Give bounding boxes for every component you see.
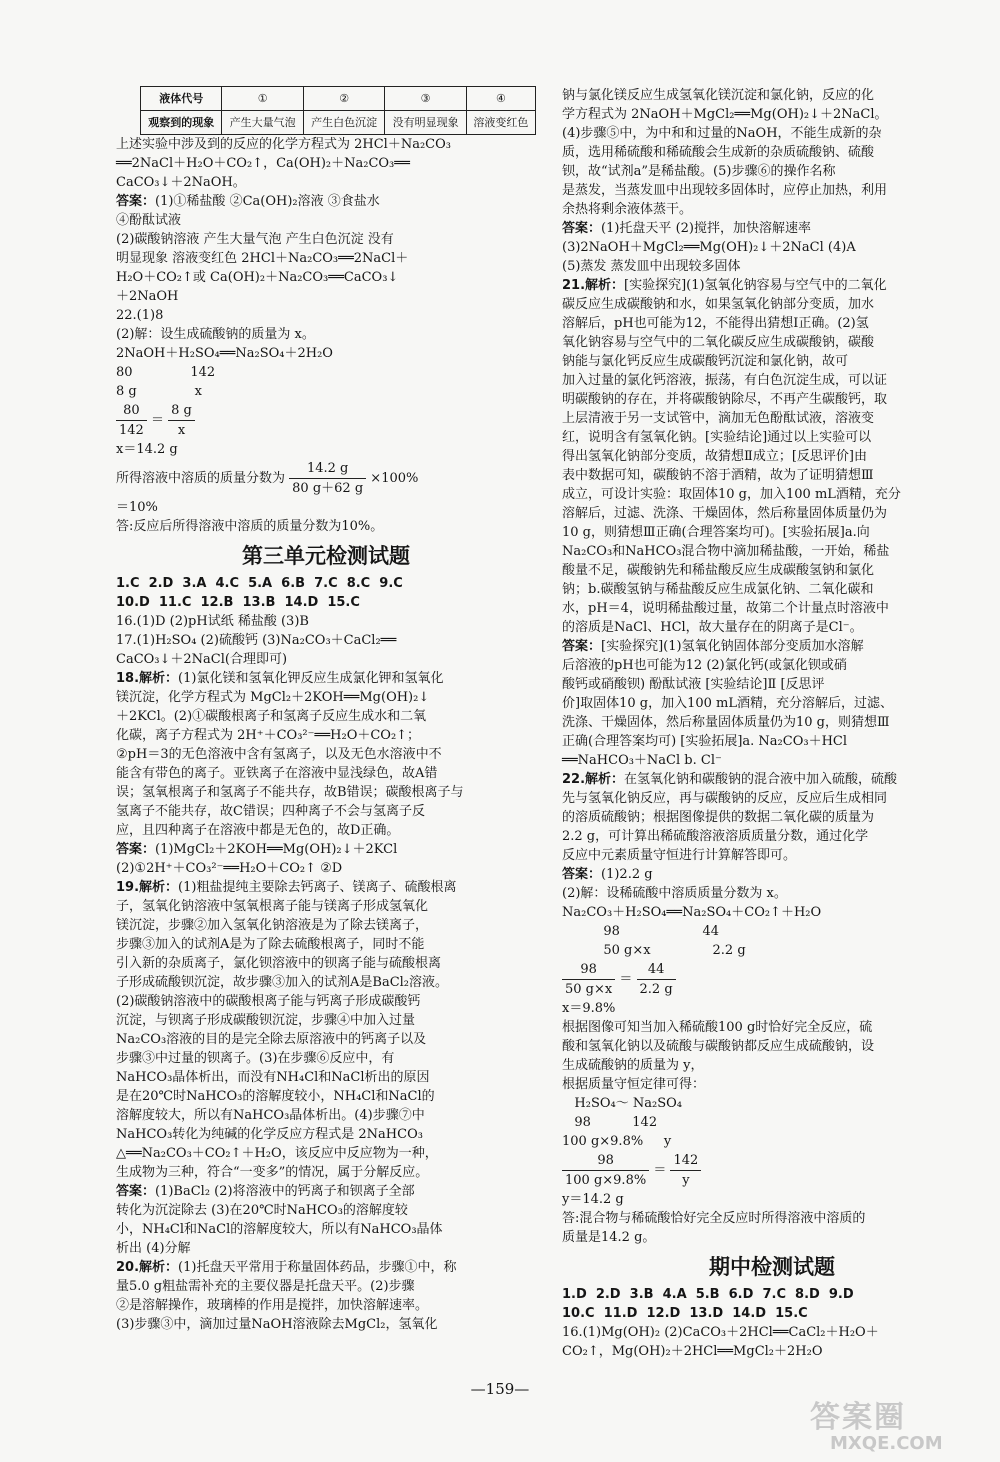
- analysis-label: 19.解析：: [116, 880, 179, 895]
- observation-table: [140, 86, 536, 135]
- mc-answers: 1.D 2.D 3.B 4.A 5.B 6.D 7.C 8.D 9.D: [562, 1287, 854, 1302]
- answer-text: (1)①稀盐酸 ②Ca(OH)₂溶液 ③食盐水 ④酚酞试液 (2)碳酸钠溶液 产生大量气泡 产生白色沉淀 没有 明显现象 溶液变红色 2HCl＋Na₂CO₃══2NaCl＋ H₂O＋CO₂↑或 Ca(OH)₂＋Na₂CO₃══CaCO₃↓ ＋2NaOH: [116, 194, 409, 304]
- fraction-equation: [116, 401, 536, 440]
- analysis-text: 在氢氧化钠和碳酸钠的混合液中加入硫酸，硫酸 先与氢氧化钠反应，再与碳酸钠的反应，反应后生成相同 的溶质硫酸钠；根据图像提供的数据二氧化碳的质量为 2.2 g，可计算出稀硫酸溶液溶质质量分数，通过化学 反应中元素质量守恒进行计算解答即可。: [562, 772, 898, 863]
- table-header-cell: ③: [385, 87, 466, 111]
- question-16: 16.(1)Mg(OH)₂ (2)CaCO₃＋2HCl══CaCl₂＋H₂O＋ CO₂↑，Mg(OH)₂＋2HCl══MgCl₂＋2H₂O: [562, 1325, 879, 1359]
- answer-label: 答案：: [116, 194, 156, 209]
- answer-text: (1)MgCl₂＋2KOH══Mg(OH)₂↓＋2KCl (2)①2H⁺＋CO₃²⁻══H₂O＋CO₂↑ ②D: [116, 842, 398, 876]
- answer-label: 答案：: [116, 842, 156, 857]
- mc-answers: 1.C 2.D 3.A 4.C 5.A 6.B 7.C 8.C 9.C: [116, 576, 403, 591]
- table-header-cell: 液体代号: [141, 87, 222, 111]
- answer-label: 答案：: [562, 639, 602, 654]
- answer-statement: 答:混合物与稀硫酸恰好完全反应时所得溶液中溶质的 质量是14.2 g。: [562, 1211, 866, 1245]
- answer-statement: 答:反应后所得溶液中溶质的质量分数为10%。: [116, 519, 384, 534]
- answer-text: (1)2.2 g (2)解：设稀硫酸中溶质质量分数为 x。 Na₂CO₃＋H₂SO₄══Na₂SO₄＋CO₂↑＋H₂O 98 44 50 g×x 2.2 g: [562, 867, 822, 958]
- numerator: 8 g: [168, 401, 195, 421]
- mass-result: ＝10%: [116, 500, 158, 515]
- table-cell: 产生白色沉淀: [303, 111, 384, 135]
- table-row-label: 观察到的现象: [141, 111, 222, 135]
- numerator: 14.2 g: [289, 459, 366, 479]
- x-value: x＝9.8%: [562, 1001, 616, 1016]
- analysis-continued: 钠与氯化镁反应生成氢氧化镁沉淀和氯化钠，反应的化 学方程式为 2NaOH＋MgCl₂══Mg(OH)₂↓＋2NaCl。 (4)步骤⑤中，为中和和过量的NaOH，不能生成新的杂 质，选用稀硫酸和稀硫酸会生成新的杂质硫酸钠、硫酸 钡，故“试剂a”是稀盐酸。(5)步骤⑥的操作名称 是蒸发，当蒸发皿中出现较多固体时，应停止加热，利用 余热将剩余液体蒸干。: [562, 88, 888, 217]
- calculation-text: 根据图像可知当加入稀硫酸100 g时恰好完全反应，硫 酸和氢氧化钠以及硫酸与碳酸钠都反应生成硫酸钠，设 生成硫酸钠的质量为 y， 根据质量守恒定律可得： H₂SO₄～ Na₂SO₄ 98 142 100 g×9.8% y: [562, 1020, 875, 1149]
- x-value: x＝14.2 g: [116, 442, 178, 457]
- question-16: 16.(1)D (2)pH试纸 稀盐酸 (3)B: [116, 614, 309, 629]
- analysis-label: 22.解析：: [562, 772, 625, 787]
- section-title: 期中检测试题: [709, 1255, 835, 1279]
- fraction-equation: [562, 1151, 982, 1190]
- page-number: —159—: [470, 1380, 530, 1398]
- analysis-text: (1)氯化镁和氢氧化钾反应生成氯化钾和氢氧化 镁沉淀，化学方程式为 MgCl₂＋2KOH══Mg(OH)₂↓ ＋2KCl。(2)①碳酸根离子和氢离子反应生成水和二氧 化碳，离子方程式为 2H⁺＋CO₃²⁻══H₂O＋CO₂↑； ②pH＝3的无色溶液中含有氢离子，以及无色水溶液中不 能含有带色的离子。亚铁离子在溶液中显浅绿色，故A错 误；氢氧根离子和氢离子不能共存，故B错误；碳酸根离子与 氢离子不能共存，故C错误；四种离子不会与氢离子反 应，且四种离子在溶液中都是无色的，故D正确。: [116, 671, 464, 838]
- table-header-cell: ④: [466, 87, 535, 111]
- numerator: 142: [670, 1151, 701, 1171]
- answer-text: [实验探究](1)氢氧化钠固体部分变质加水溶解 后溶液的pH也可能为12 (2)氯化钙(或氯化钡或硝 酸钙或硝酸钡) 酚酞试液 [实验结论]Ⅱ [反思评 价]取固体10 g，加入100 mL酒精，充分溶解后，过滤、 洗涤、干燥固体，然后称量固体质量仍为10 g，则猜想Ⅲ 正确(合理答案均可) [实验拓展]a. Na₂CO₃＋HCl ══NaHCO₃＋NaCl b. Cl⁻: [562, 639, 893, 768]
- table-cell: 没有明显现象: [385, 111, 466, 135]
- equals-sign: ＝: [653, 1163, 667, 1178]
- table-cell: 产生大量气泡: [222, 111, 303, 135]
- y-value: y＝14.2 g: [562, 1192, 624, 1207]
- watermark-url: MXQE.COM: [830, 1433, 943, 1454]
- analysis-label: 21.解析：: [562, 278, 625, 293]
- answer-label: 答案：: [116, 1184, 156, 1199]
- watermark-logo: [810, 1402, 990, 1456]
- reaction-text: 上述实验中涉及到的反应的化学方程式为 2HCl＋Na₂CO₃ ══2NaCl＋H₂O＋CO₂↑，Ca(OH)₂＋Na₂CO₃══ CaCO₃↓＋2NaOH。: [116, 137, 451, 190]
- denominator: x: [177, 423, 186, 438]
- numerator: 44: [637, 960, 676, 980]
- analysis-text: (1)粗盐提纯主要除去钙离子、镁离子、硫酸根离 子，氢氧化钠溶液中氢氧根离子能与镁离子形成氢氧化 镁沉淀，步骤②加入氢氧化钠溶液是为了除去镁离子， 步骤③加入的试剂A是为了除去硫酸根离子，同时不能 引入新的杂质离子，氯化钡溶液中的钡离子能与硫酸根离 子形成硫酸钡沉淀，故步骤③加入的试剂A是BaCl₂溶液。 (2)碳酸钠溶液中的碳酸根离子能与钙离子形成碳酸钙 沉淀，与钡离子形成碳酸钡沉淀，步骤④中加入过量 Na₂CO₃溶液的目的是完全除去原溶液中的钙离子以及 步骤③中过量的钡离子。(3)在步骤⑥反应中，有 NaHCO₃晶体析出，而没有NH₄Cl和NaCl析出的原因 是在20℃时NaHCO₃的溶解度较小，NH₄Cl和NaCl的 溶解度较大，所以有NaHCO₃晶体析出。(4)步骤⑦中 NaHCO₃转化为纯碱的化学反应方程式是 2NaHCO₃ △══Na₂CO₃＋CO₂↑＋H₂O，该反应中反应物为一种， 生成物为三种，符合“一变多”的情况，属于分解反应。: [116, 880, 457, 1180]
- numerator: 80: [116, 401, 147, 421]
- section-title: 第三单元检测试题: [242, 544, 410, 568]
- denominator: 50 g×x: [565, 982, 613, 997]
- equals-sign: ＝: [619, 972, 633, 987]
- question-17: 17.(1)H₂SO₄ (2)硫酸钙 (3)Na₂CO₃＋CaCl₂══ CaCO₃↓＋2NaCl(合理即可): [116, 633, 397, 667]
- denominator: 142: [119, 423, 144, 438]
- answer-label: 答案：: [562, 221, 602, 236]
- mc-answers: 10.D 11.C 12.B 13.B 14.D 15.C: [116, 595, 360, 610]
- question-22: 22.(1)8 (2)解：设生成硫酸钠的质量为 x。 2NaOH＋H₂SO₄══Na₂SO₄＋2H₂O 80 142 8 g x: [116, 308, 333, 399]
- mass-fraction: [116, 459, 536, 498]
- denominator: 2.2 g: [639, 982, 673, 997]
- table-header-cell: ①: [222, 87, 303, 111]
- denominator: 100 g×9.8%: [565, 1173, 647, 1188]
- watermark-text: 答案圈: [810, 1400, 906, 1435]
- analysis-text: (1)托盘天平常用于称量固体药品，步骤①中，称 量5.0 g粗盐需补充的主要仪器是托盘天平。(2)步骤 ②是溶解操作，玻璃棒的作用是搅拌，加快溶解速率。 (3)步骤③中，滴加过量NaOH溶液除去MgCl₂，氢氧化: [116, 1260, 457, 1332]
- mass-tail: ×100%: [370, 471, 419, 486]
- denominator: 80 g＋62 g: [292, 481, 364, 496]
- analysis-label: 20.解析：: [116, 1260, 179, 1275]
- numerator: 98: [562, 960, 615, 980]
- analysis-text: [实验探究](1)氢氧化钠容易与空气中的二氧化 碳反应生成碳酸钠和水，如果氢氧化钠部分变质，加水 溶解后，pH也可能为12，不能得出猜想Ⅰ正确。(2)氢 氧化钠容易与空气中的二氧化碳反应生成碳酸钠，碳酸 钠能与氯化钙反应生成碳酸钙沉淀和氯化钠，故可 加入过量的氯化钙溶液，振荡，有白色沉淀生成，可以证 明碳酸钠的存在，并将碳酸钠除尽，不再产生碳酸钙，取 上层清液于另一支试管中，滴加无色酚酞试液，溶液变 红，说明含有氢氧化钠。[实验结论]通过以上实验可以 得出氢氧化钠部分变质，故猜想Ⅱ成立；[反思评价]由 表中数据可知，碳酸钠不溶于酒精，故为了证明猜想Ⅲ 成立，可设计实验：取固体10 g，加入100 mL酒精，充分 溶解后，过滤、洗涤、干燥固体，然后称量固体质量仍为 10 g，则猜想Ⅲ正确(合理答案均可)。[实验拓展]a.向 Na₂CO₃和NaHCO₃混合物中滴加稀盐酸，一开始，稀盐 酸量不足，碳酸钠先和稀盐酸反应生成碳酸氢钠和氯化 钠；b.碳酸氢钠与稀盐酸反应生成氯化钠、二氧化碳和 水，pH＝4，说明稀盐酸过量，故第二个计量点时溶液中 的溶质是NaCl、HCl，故大量存在的阴离子是Cl⁻。: [562, 278, 901, 635]
- left-column: [116, 86, 536, 1334]
- answer-text: (1)BaCl₂ (2)将溶液中的钙离子和钡离子全部 转化为沉淀除去 (3)在20℃时NaHCO₃的溶解度较 小，NH₄Cl和NaCl的溶解度较大，所以有NaHCO₃晶体 析出 (4)分解: [116, 1184, 443, 1256]
- table-header-cell: ②: [303, 87, 384, 111]
- equals-sign: ＝: [150, 413, 164, 428]
- right-column: [562, 86, 982, 1361]
- denominator: y: [682, 1173, 690, 1188]
- answer-text: (1)托盘天平 (2)搅拌，加快溶解速率 (3)2NaOH＋MgCl₂══Mg(OH)₂↓＋2NaCl (4)A (5)蒸发 蒸发皿中出现较多固体: [562, 221, 856, 274]
- mass-text: 所得溶液中溶质的质量分数为: [116, 471, 286, 486]
- numerator: 98: [562, 1151, 649, 1171]
- table-header-row: [141, 87, 536, 111]
- table-cell: 溶液变红色: [466, 111, 535, 135]
- mc-answers: 10.C 11.D 12.D 13.D 14.D 15.C: [562, 1306, 808, 1321]
- answer-label: 答案：: [562, 867, 602, 882]
- analysis-label: 18.解析：: [116, 671, 179, 686]
- fraction-equation: [562, 960, 982, 999]
- table-row: [141, 111, 536, 135]
